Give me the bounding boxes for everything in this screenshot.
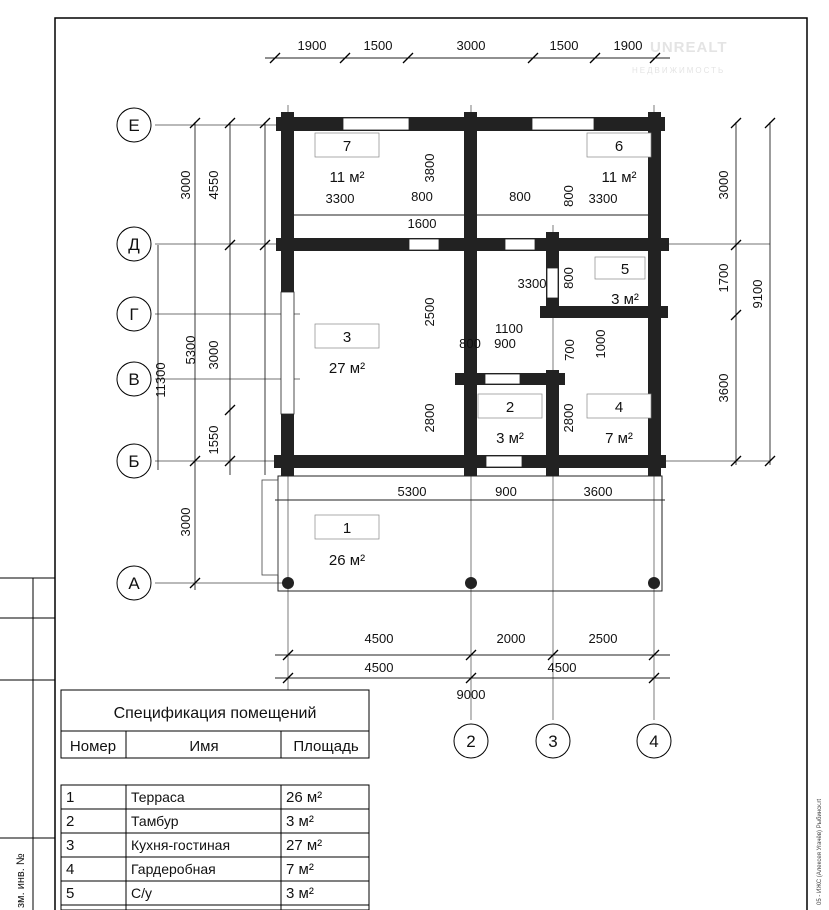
dim-int-800-d: 800 bbox=[561, 267, 576, 289]
wall-axis-4 bbox=[648, 112, 661, 476]
room-5-area: 3 м² bbox=[611, 291, 639, 308]
room-7-number: 7 bbox=[342, 138, 352, 155]
spec-row-2-number: 2 bbox=[66, 813, 75, 830]
dim-int-900: 900 bbox=[494, 336, 516, 351]
dim-left-total: 11300 bbox=[153, 362, 168, 398]
spec-row-2-name: Тамбур bbox=[131, 813, 179, 829]
dim-int-800-e: 800 bbox=[459, 336, 481, 351]
axis-row-a: А bbox=[128, 574, 140, 593]
wall-g bbox=[540, 306, 668, 318]
inventory-number-label: зм. инв. № bbox=[15, 853, 27, 908]
walls bbox=[274, 112, 669, 476]
spec-row-4-name: Гардеробная bbox=[131, 861, 216, 877]
bottom-dimensions bbox=[365, 631, 618, 702]
room-4-number: 4 bbox=[614, 399, 624, 416]
dim-bottom-4500-a: 4500 bbox=[364, 631, 394, 646]
room-6-area: 11 м² bbox=[601, 169, 637, 186]
spec-title: Спецификация помещений bbox=[113, 705, 317, 722]
dim-right-1: 3000 bbox=[716, 170, 731, 200]
dim-top-4: 1500 bbox=[549, 38, 579, 53]
room-specification-table bbox=[61, 690, 369, 910]
spec-row-5-area: 3 м² bbox=[286, 885, 314, 902]
door-entrance bbox=[486, 456, 522, 467]
dim-left-5300: 5300 bbox=[183, 335, 198, 365]
axis-row-b: Б bbox=[128, 452, 140, 471]
room-2-area: 3 м² bbox=[496, 430, 524, 447]
spec-row-5-name: С/у bbox=[131, 885, 152, 901]
spec-row-3-name: Кухня-гостиная bbox=[131, 837, 231, 853]
dim-int-3600: 3600 bbox=[583, 484, 613, 499]
room-2-number: 2 bbox=[505, 399, 515, 416]
top-dimensions bbox=[298, 38, 643, 53]
axis-row-g: Г bbox=[129, 305, 139, 324]
dim-int-800-b: 800 bbox=[509, 189, 531, 204]
dim-bottom-2000: 2000 bbox=[496, 631, 526, 646]
dim-left-1550: 1550 bbox=[206, 425, 221, 455]
door-vestibule bbox=[485, 374, 520, 384]
terrace-posts bbox=[282, 577, 660, 589]
dim-left-inner-2: 3000 bbox=[206, 340, 221, 370]
dim-top-2: 1500 bbox=[363, 38, 393, 53]
dim-int-3300-a: 3300 bbox=[325, 191, 355, 206]
dim-int-3800: 3800 bbox=[422, 153, 437, 183]
dim-right-total: 9100 bbox=[750, 279, 765, 309]
dim-int-3300-b: 3300 bbox=[588, 191, 618, 206]
dim-int-800-a: 800 bbox=[411, 189, 433, 204]
room-1-number: 1 bbox=[342, 520, 352, 537]
dim-bottom-2500: 2500 bbox=[588, 631, 618, 646]
watermark-subtitle: НЕДВИЖИМОСТЬ bbox=[632, 66, 726, 75]
dim-bottom-total: 9000 bbox=[456, 687, 486, 702]
room-1-area: 26 м² bbox=[328, 552, 366, 569]
axis-row-v: В bbox=[128, 370, 140, 389]
door-bathroom bbox=[547, 268, 558, 298]
dim-right-2: 1700 bbox=[716, 263, 731, 293]
door-room-7 bbox=[409, 239, 439, 250]
spec-row-3-area: 27 м² bbox=[286, 837, 323, 854]
room-5-number: 5 bbox=[620, 261, 630, 278]
axis-col-4: 4 bbox=[649, 732, 659, 751]
drawing-footnote: 05 - ИЖС (Алексея Угачёв) Рыбинск.rt bbox=[817, 798, 823, 905]
watermark-brand: UNREALT bbox=[650, 39, 728, 56]
spec-row-4-area: 7 м² bbox=[286, 861, 314, 878]
axis-row-e: Е bbox=[128, 116, 140, 135]
spec-header-area: Площадь bbox=[293, 738, 359, 755]
dim-int-2800-b: 2800 bbox=[561, 403, 576, 433]
dim-left-inner-1: 3000 bbox=[178, 170, 193, 200]
dim-int-1100: 1100 bbox=[495, 321, 523, 336]
wall-axis-2 bbox=[464, 112, 477, 476]
dim-left-inner-3: 3000 bbox=[178, 507, 193, 537]
room-7-area: 11 м² bbox=[329, 169, 365, 186]
dim-int-800-c: 800 bbox=[561, 185, 576, 207]
axis-col-2: 2 bbox=[466, 732, 476, 751]
dim-top-5: 1900 bbox=[613, 38, 643, 53]
row-axis-markers bbox=[117, 108, 151, 600]
dim-left-4550: 4550 bbox=[206, 170, 221, 200]
dim-int-2800-a: 2800 bbox=[422, 403, 437, 433]
spec-row-4-number: 4 bbox=[66, 861, 75, 878]
dim-int-3300-c: 3300 bbox=[517, 276, 547, 291]
dim-bottom-4500-c: 4500 bbox=[547, 660, 577, 675]
window-room-6 bbox=[532, 118, 594, 130]
axis-col-3: 3 bbox=[548, 732, 558, 751]
spec-row-1-name: Терраса bbox=[131, 789, 185, 805]
dim-right-3: 3600 bbox=[716, 373, 731, 403]
spec-header-name: Имя bbox=[189, 738, 219, 755]
spec-row-1-number: 1 bbox=[66, 789, 75, 806]
spec-row-1-area: 26 м² bbox=[286, 789, 323, 806]
spec-header-number: Номер bbox=[69, 738, 117, 755]
axis-row-d: Д bbox=[128, 235, 140, 254]
room-4-area: 7 м² bbox=[605, 430, 633, 447]
axis-grid bbox=[155, 105, 770, 720]
room-6-number: 6 bbox=[614, 138, 624, 155]
terrace-step bbox=[262, 480, 278, 575]
dim-int-700: 700 bbox=[562, 339, 577, 361]
dim-int-1600: 1600 bbox=[407, 216, 437, 231]
dim-top-1: 1900 bbox=[297, 38, 327, 53]
dim-int-5300: 5300 bbox=[397, 484, 427, 499]
spec-row-3-number: 3 bbox=[66, 837, 75, 854]
window-room-3 bbox=[281, 292, 294, 414]
dim-int-2500: 2500 bbox=[422, 297, 437, 327]
dim-int-900-b: 900 bbox=[495, 484, 517, 499]
wall-b bbox=[274, 455, 666, 468]
spec-row-2-area: 3 м² bbox=[286, 813, 314, 830]
room-3-number: 3 bbox=[342, 329, 352, 346]
window-room-7 bbox=[343, 118, 409, 130]
wall-axis-3-lower bbox=[546, 370, 559, 476]
room-3-area: 27 м² bbox=[328, 360, 366, 377]
dim-int-1000: 1000 bbox=[593, 329, 608, 359]
door-room-6 bbox=[505, 239, 535, 250]
spec-row-5-number: 5 bbox=[66, 885, 75, 902]
dim-bottom-4500-b: 4500 bbox=[364, 660, 394, 675]
dim-top-3: 3000 bbox=[456, 38, 486, 53]
